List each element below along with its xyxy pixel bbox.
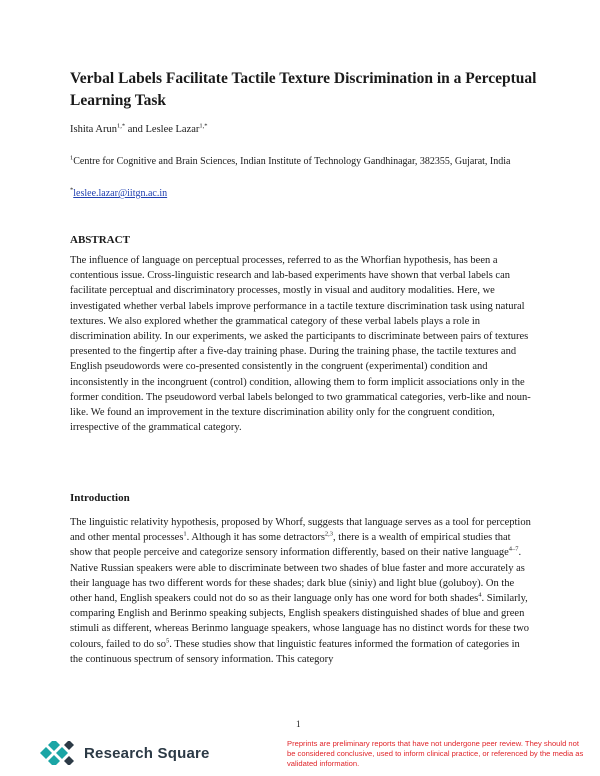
introduction-heading: Introduction	[70, 492, 130, 504]
author-name: Ishita Arun	[70, 124, 117, 135]
affiliation-text: Centre for Cognitive and Brain Sciences, Indian Institute of Technology Gandhinagar, 382355, Gujarat, India	[73, 156, 511, 167]
citation-marker: 5	[165, 637, 170, 645]
affiliation-marker: 1	[70, 154, 74, 162]
author-affiliation-marker: 1,*	[116, 122, 126, 130]
research-square-logo-icon	[38, 741, 78, 765]
preprint-disclaimer: Preprints are preliminary reports that have not undergone peer review. They should not be considered conclusive, used to inform clinical practice, or referenced by the media as validated information.	[287, 739, 584, 768]
author-connector: and	[125, 124, 146, 135]
author-affiliation-marker: 1,*	[199, 122, 208, 130]
author-name: Leslee Lazar	[145, 124, 200, 135]
citation-marker: 1	[183, 530, 187, 538]
abstract-text: The influence of language on perceptual processes, referred to as the Whorfian hypothesis, has been a contentious issue. Cross-linguistic research and lab-based experiments have shown that verbal labels can facilitate perceptual and discriminatory processes, mostly in visual and auditory modalities. Here, we investigated whether verbal labels improve performance in a tactile texture discrimination task using natural textures. We also explored whether the grammatical category of these verbal labels plays a role in discrimination ability. In our experiments, we asked the participants to discriminate between pairs of textures presented to the fingertip after a five-day training phase. During the training phase, the tactile textures and English pseudowords were co-presented consistently in the congruent (experimental) condition and inconsistently in the incongruent (control) condition, allowing them to form implicit associations only in the former condition. The pseudoword verbal labels belonged to two grammatical categories, verb-like and noun-like. We found an improvement in the texture discrimination ability only for the congruent condition, irrespective of the grammatical category.	[70, 255, 531, 434]
introduction-text	[70, 515, 532, 667]
intro-text: . Similarly, comparing English and Berinmo speaking subjects, English speakers distinguished shades of blue and green stimuli as different, whereas Berinmo language speakers, whose language has no distinct words for these two colours, failed to do so	[70, 593, 530, 650]
citation-marker: 4–7	[508, 545, 519, 553]
paper-title: Verbal Labels Facilitate Tactile Texture Discrimination in a Perceptual Learning Task	[70, 70, 537, 109]
citation-marker: 2,3	[324, 530, 334, 538]
abstract-heading: ABSTRACT	[70, 234, 130, 246]
intro-text: The linguistic relativity hypothesis, proposed by Whorf, suggests that language serves as a tool for perception and other mental processes	[70, 517, 531, 544]
intro-text: . These studies show that linguistic features informed the formation of categories in the continuous spectrum of sensory information. This category	[70, 638, 520, 665]
citation-marker: 4	[478, 591, 482, 599]
corresponding-email	[70, 187, 167, 201]
email-link[interactable]: leslee.lazar@iitgn.ac.in	[73, 188, 168, 199]
intro-text: , there is a wealth of empirical studies that show that people perceive and categorize sensory information differently, based on their native language	[70, 532, 511, 559]
intro-text: . Native Russian speakers were able to discriminate between two shades of blue faster and more accurately as their language has two different words for these shades; dark blue (siniy) and light blue (goluboy). On the other hand, English speakers could not do so as their language only has one word for both shades	[70, 547, 525, 605]
author-line	[70, 123, 208, 137]
affiliation	[70, 154, 540, 169]
research-square-logo[interactable]	[38, 741, 210, 765]
email-marker: *	[70, 186, 74, 194]
intro-text: . Although it has some detractors	[186, 532, 325, 544]
page-number: 1	[296, 719, 301, 729]
brand-name: Research Square	[84, 744, 210, 762]
